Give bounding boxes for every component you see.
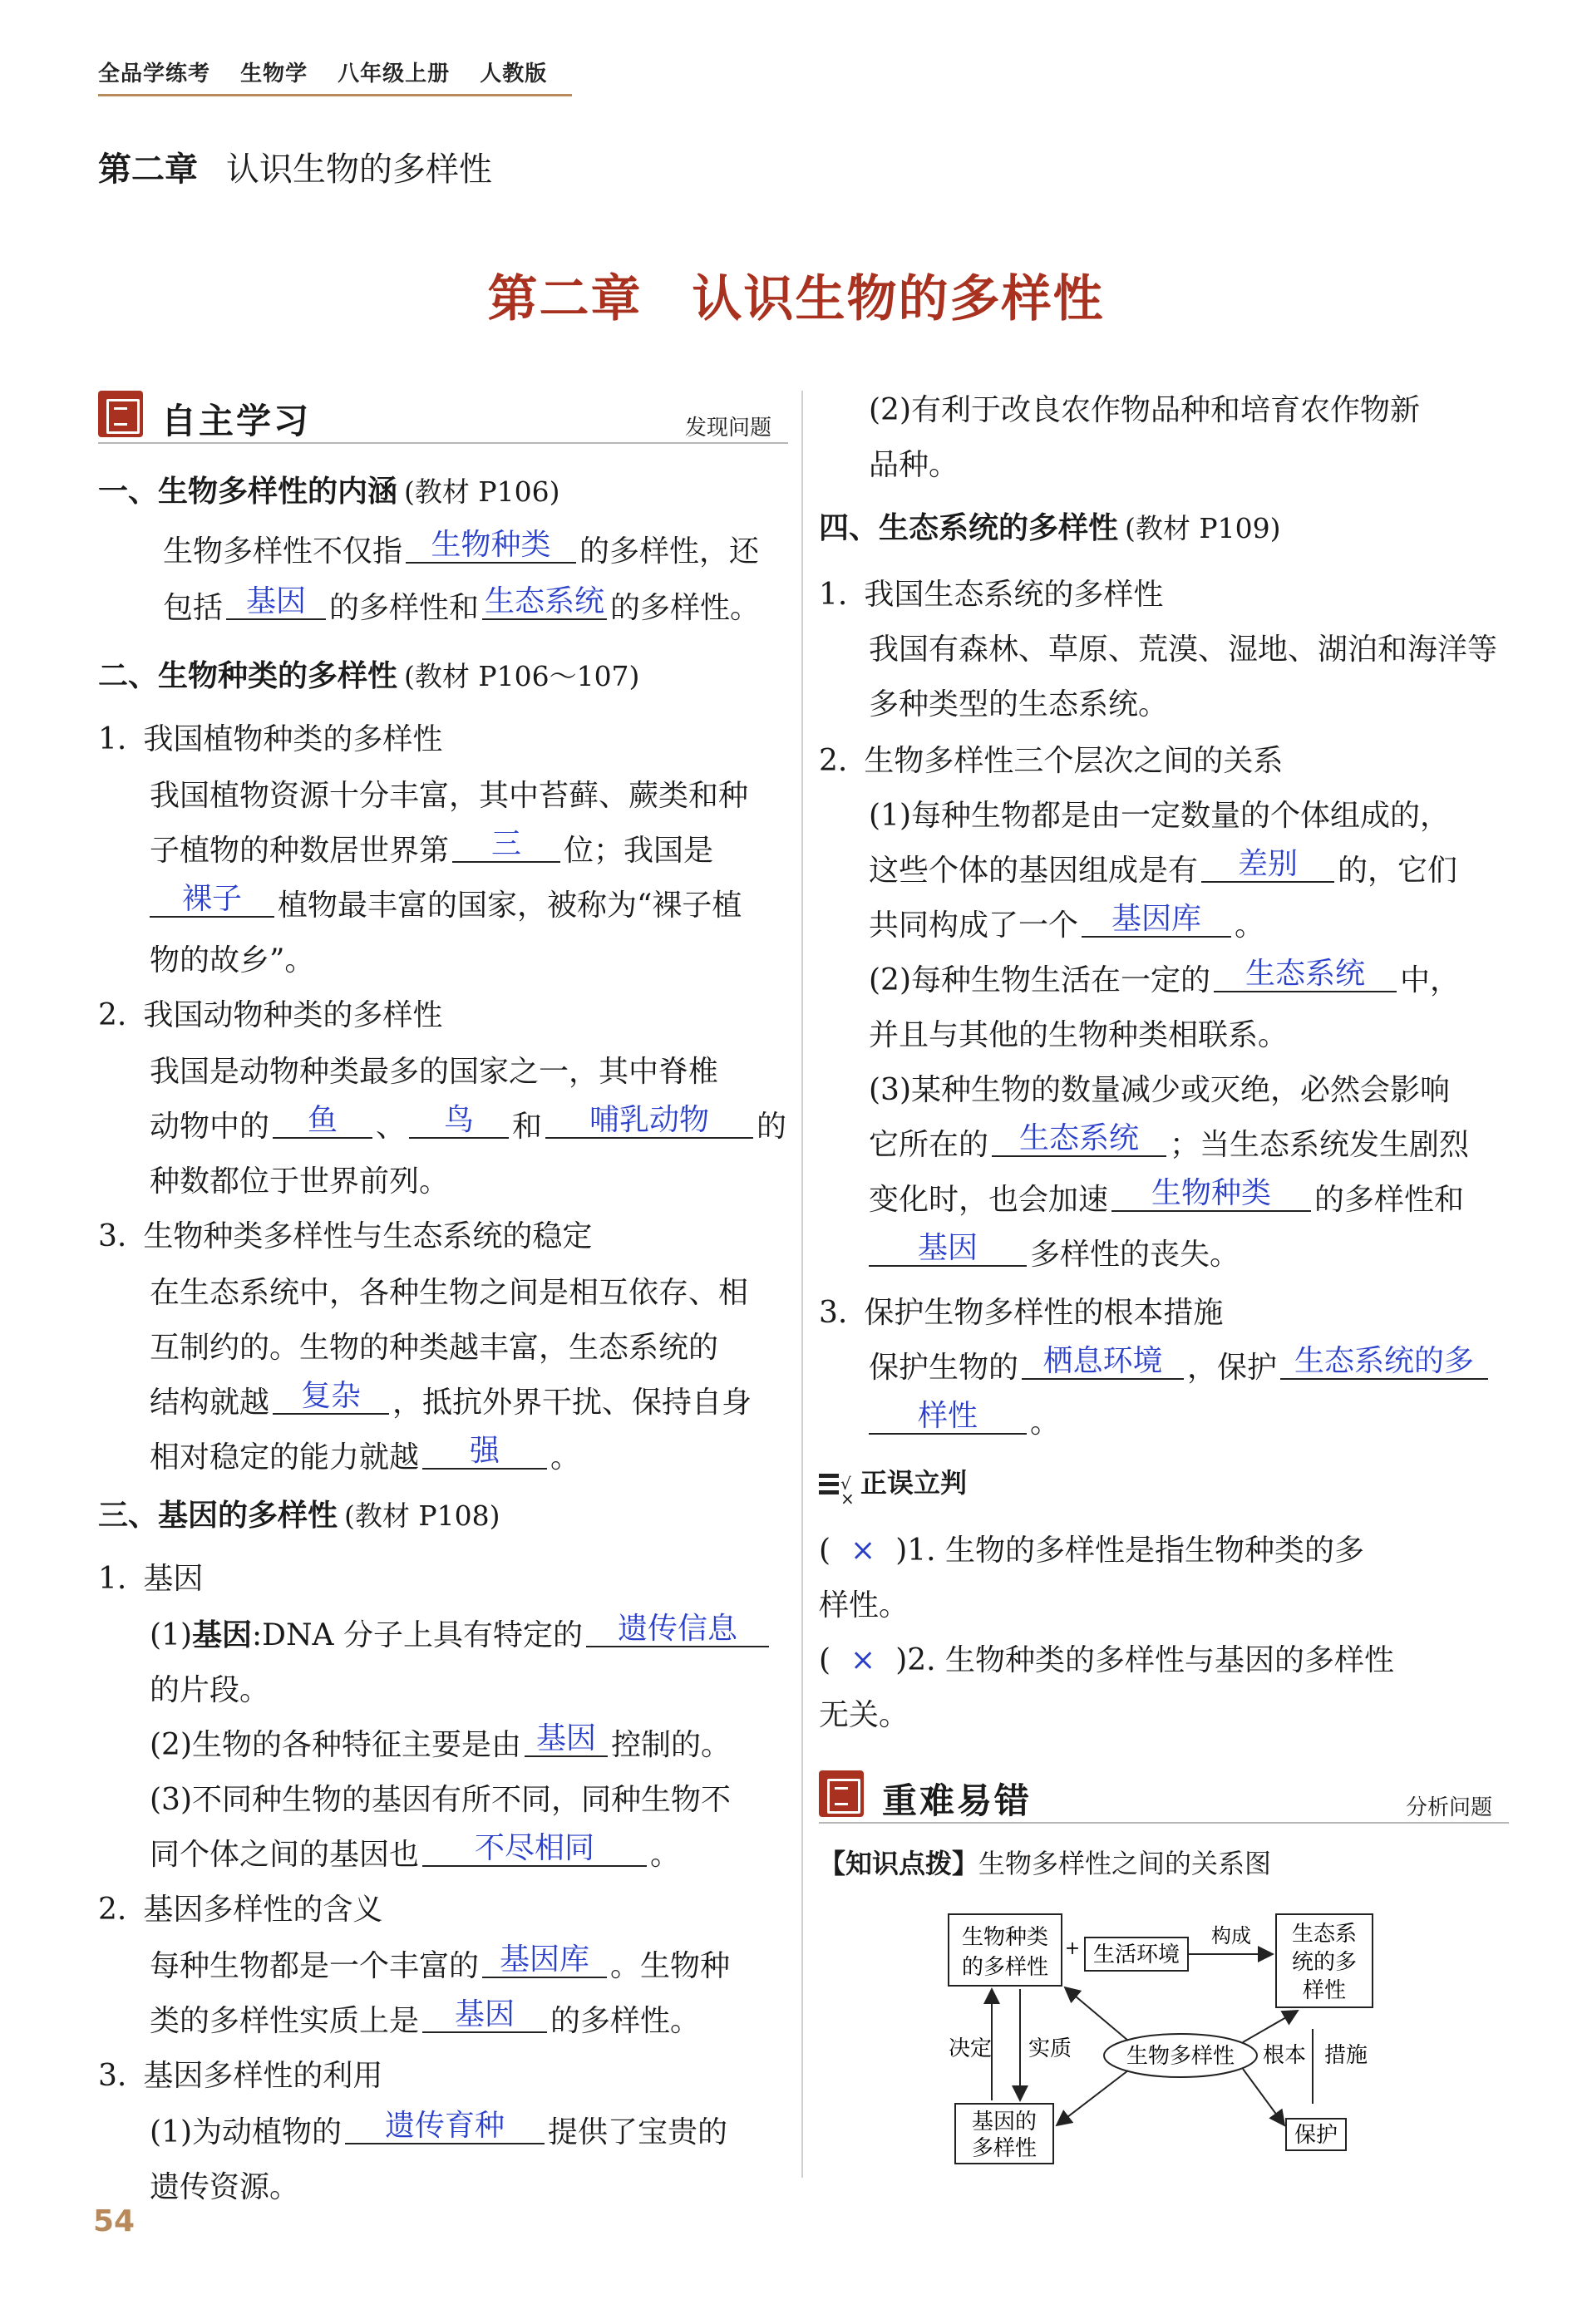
section-header-key-points [819,1770,1509,1824]
essence-label: 实质 [1028,2036,1072,2061]
header-edition: 人教版 [480,62,548,86]
text-line: 变化时，也会加速 生物种类 的多样性和 [869,1176,1465,1217]
section-title: 重难易错 [882,1780,1033,1821]
text-line: 每种生物都是一个丰富的 基因库 。生物种 [150,1942,731,1983]
text-line: (2)生物的各种特征主要是由 基因 控制的。 [150,1721,732,1762]
answer-blank: 基因 [869,1232,1027,1267]
text-line: 裸子 植物最丰富的国家，被称为“裸子植 [150,886,742,926]
center-label: 生物多样性 [1126,2044,1235,2069]
relationship-diagram [944,1908,1409,2165]
subheading: 1. 我国植物种类的多样性 [98,722,443,756]
center-to-eco-arrow [1243,2011,1298,2042]
answer-blank: 生态系统 [992,1122,1166,1157]
text-line: 基因 多样性的丧失。 [869,1235,1240,1275]
answer-blank: 遗传育种 [345,2110,545,2144]
text-line: 它所在的 生态系统 ；当生态系统发生剧烈 [869,1121,1470,1162]
chapter-line-title: 认识生物的多样性 [226,150,492,189]
eco-label-3: 样性 [1302,1978,1347,2003]
env-label: 生活环境 [1092,1942,1180,1967]
text-line: 共同构成了一个 基因库 。 [869,902,1265,943]
heading-s3: 三、基因的多样性 (教材 P108) [98,1499,500,1533]
text-line: 包括 基因 的多样性和 生态系统 的多样性。 [163,584,761,625]
text-line: (1)为动植物的 遗传育种 提供了宝贵的 [150,2109,728,2149]
textbook-ref: (教材 P106) [404,475,560,508]
section-tag: 发现问题 [684,416,771,441]
book-icon [98,391,143,437]
subheading: 2. 生物多样性三个层次之间的关系 [819,744,1284,778]
text-line: (3)某种生物的数量减少或灭绝，必然会影响 [869,1073,1450,1107]
true-false-icon: √ × [819,1472,852,1497]
answer-blank: 生态系统 [482,585,607,620]
text-line: 多种类型的生态系统。 [869,687,1169,721]
judge-mark: × [850,1643,876,1677]
answer-blank: 基因 [226,585,326,620]
knowledge-tip [819,1844,1271,1883]
text-line: 动物中的 鱼 、 鸟 和 哺乳动物 的 [150,1103,787,1144]
decide-label: 决定 [949,2036,993,2061]
text-line: 物的故乡”。 [150,943,315,977]
text-line: 种数都位于世界前列。 [150,1164,450,1199]
answer-blank: 裸子 [150,883,274,918]
protect-label: 保护 [1294,2123,1338,2148]
heading-s4: 四、生态系统的多样性 (教材 P109) [819,511,1281,545]
center-to-gene-arrow [1057,2070,1128,2125]
text-line: 结构就越 复杂 ，抵抗外界干扰、保持自身 [150,1379,752,1420]
subheading: 2. 基因多样性的含义 [98,1893,383,1927]
text-line: (1)每种生物都是由一定数量的个体组成的， [869,799,1450,833]
judge-item-1: ( × )1. 生物的多样性是指生物种类的多 [819,1534,1365,1568]
plus-sign: + [1064,1938,1081,1959]
section-header-self-study [98,391,788,444]
section-tag: 分析问题 [1405,1795,1492,1820]
center-to-species-arrow [1065,1987,1128,2041]
answer-blank: 生物种类 [1111,1177,1311,1212]
heading-text: 一、生物多样性的内涵 [98,475,398,509]
text-line: 并且与其他的生物种类相联系。 [869,1018,1289,1052]
judge-item-2: ( × )2. 生物种类的多样性与基因的多样性 [819,1643,1395,1677]
header-subject: 生物学 [240,62,308,86]
measure-label: 措施 [1324,2043,1368,2068]
tip-text: 生物多样性之间的关系图 [978,1848,1272,1879]
root-label: 根本 [1263,2043,1307,2068]
text-line: (3)不同种生物的基因有所不同，同种生物不 [150,1783,731,1817]
answer-blank: 鸟 [409,1104,509,1139]
chapter-title-text: 认识生物的多样性 [692,270,1105,328]
answer-blank: 哺乳动物 [545,1104,753,1139]
section-title: 自主学习 [161,401,312,441]
text-line: 遗传资源。 [150,2170,300,2204]
text-line: 生物多样性不仅指 生物种类 的多样性，还 [163,528,760,569]
text-line: 品种。 [869,448,959,482]
judge-title: 正误立判 [860,1467,968,1499]
answer-blank: 基因 [525,1722,608,1757]
answer-blank: 生态系统的多 [1280,1345,1488,1380]
answer-blank: 遗传信息 [586,1613,769,1647]
text-line: (1)基因:DNA 分子上具有特定的 遗传信息 [150,1616,772,1656]
subheading: 1. 基因 [98,1562,204,1596]
text-line: 无关。 [819,1698,909,1732]
text-line: 子植物的种数居世界第 三 位；我国是 [150,827,714,868]
text-line: 的片段。 [150,1673,270,1707]
heading-s1 [98,472,559,512]
judge-heading [819,1463,968,1509]
eco-label-2: 统的多 [1291,1950,1358,1975]
chapter-line [98,143,492,190]
column-divider [801,391,803,2178]
text-line: 互制约的。生物的种类越丰富，生态系统的 [150,1331,719,1365]
book-icon [819,1770,864,1817]
answer-blank: 基因库 [482,1943,607,1978]
subheading: 3. 生物种类多样性与生态系统的稳定 [98,1219,593,1253]
gene-label-2: 多样性 [971,2136,1038,2161]
chapter-title-number: 第二章 [487,270,643,328]
answer-blank: 基因 [422,1998,547,2033]
text-line: 类的多样性实质上是 基因 的多样性。 [150,1997,701,2038]
chapter-line-number: 第二章 [98,150,198,189]
text-line: 我国有森林、草原、荒漠、湿地、湖泊和海洋等 [869,633,1498,667]
subheading: 3. 保护生物多样性的根本措施 [819,1296,1224,1330]
text-line: 相对稳定的能力就越 强 。 [150,1434,581,1475]
species-label-1: 生物种类 [961,1925,1049,1950]
text-line: 我国植物资源十分丰富，其中苔藓、蕨类和种 [150,779,749,813]
header-book: 全品学练考 [98,62,211,86]
answer-blank: 鱼 [273,1104,372,1139]
answer-blank: 差别 [1201,848,1334,883]
answer-blank: 复杂 [273,1380,389,1415]
tip-label: 【知识点拨】 [819,1848,979,1879]
answer-blank: 栖息环境 [1022,1345,1184,1380]
species-label-2: 的多样性 [961,1955,1049,1980]
heading-s2: 二、生物种类的多样性 (教材 P106～107) [98,659,640,693]
text-line: 这些个体的基因组成是有 差别 的，它们 [869,847,1458,888]
answer-blank: 生物种类 [406,529,576,564]
answer-blank: 不尽相同 [422,1832,647,1867]
text-line: 样性。 [819,1588,909,1622]
subheading: 1. 我国生态系统的多样性 [819,578,1164,612]
answer-blank: 基因库 [1082,903,1231,938]
eco-label-1: 生态系 [1291,1922,1358,1947]
judge-mark: × [850,1534,876,1568]
answer-blank: 样性 [869,1400,1027,1435]
running-header [98,57,572,96]
page-number: 54 [93,2204,136,2238]
text-line: (2)有利于改良农作物品种和培育农作物新 [869,393,1420,427]
gene-label-1: 基因的 [971,2110,1038,2134]
header-grade: 八年级上册 [338,62,451,86]
text-line: 保护生物的 栖息环境 ，保护 生态系统的多 [869,1348,1491,1388]
text-line: (2)每种生物生活在一定的 生态系统 中， [869,957,1461,997]
subheading: 3. 基因多样性的利用 [98,2059,383,2093]
text-line: 同个体之间的基因也 不尽相同 。 [150,1831,681,1872]
text-line: 在生态系统中，各种生物之间是相互依存、相 [150,1276,749,1310]
subheading: 2. 我国动物种类的多样性 [98,998,443,1032]
text-line: 我国是动物种类最多的国家之一，其中脊椎 [150,1055,719,1089]
center-to-protect-arrow [1243,2069,1284,2125]
answer-blank: 强 [422,1435,547,1470]
chapter-title [0,259,1592,331]
answer-blank: 生态系统 [1214,958,1397,992]
form-label: 构成 [1211,1924,1251,1947]
text-line: 样性 。 [869,1403,1060,1443]
answer-blank: 三 [452,828,560,863]
